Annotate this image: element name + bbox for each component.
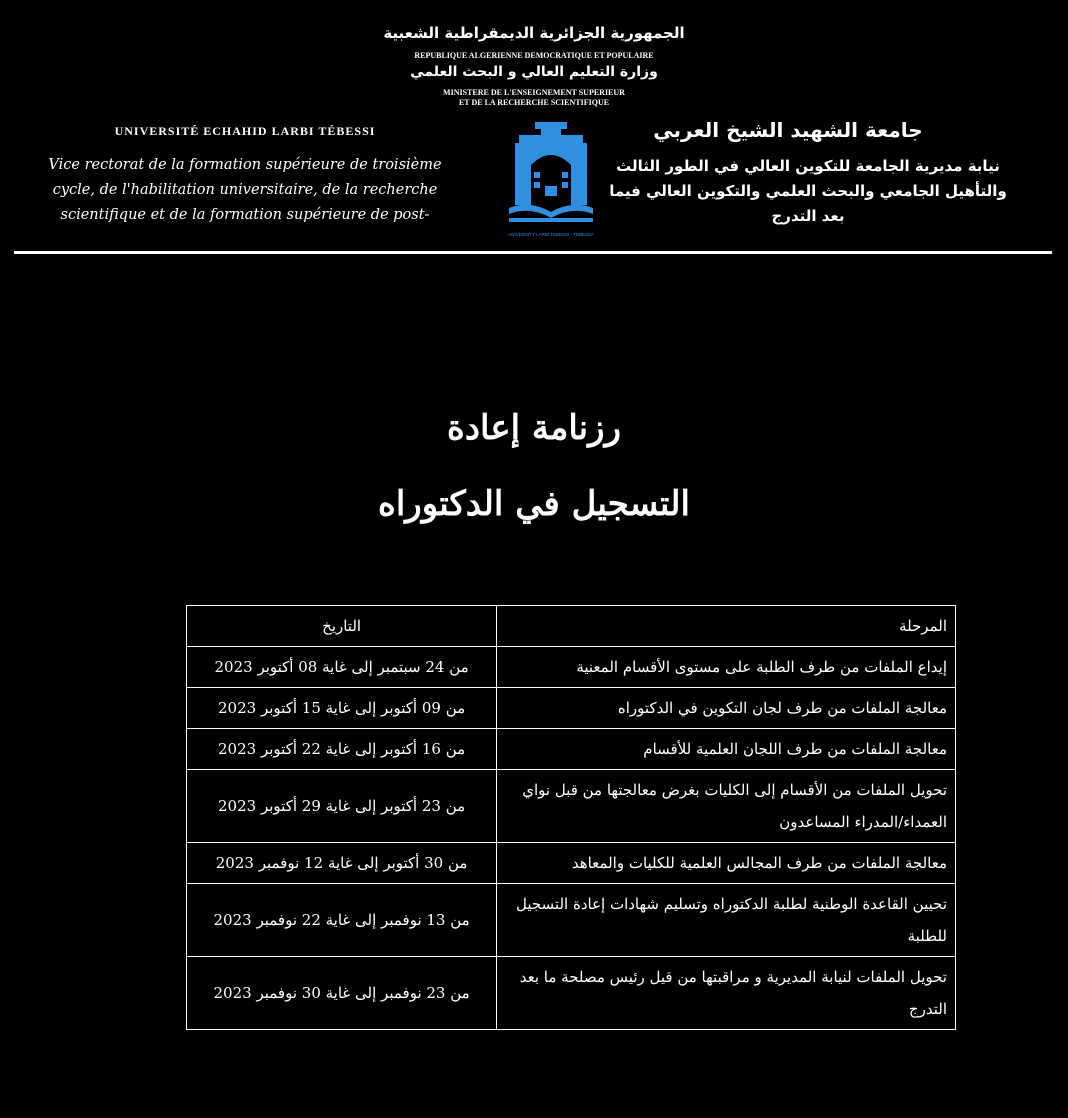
stage-cell: معالجة الملفات من طرف اللجان العلمية للأقسام [497,729,956,770]
page-title-line2: التسجيل في الدكتوراه [378,484,690,524]
university-arabic-block [598,118,1018,229]
table-row [187,770,956,843]
stage-cell: تحيين القاعدة الوطنية لطلبة الدكتوراه وتسليم شهادات إعادة التسجيل للطلبة [497,884,956,957]
logo-caption: UNIVERSITY LARBI TEBESSI - TEBESSA [507,232,595,237]
stage-cell: معالجة الملفات من طرف المجالس العلمية للكليات والمعاهد [497,843,956,884]
page-title-line1: رزنامة إعادة [447,408,621,448]
stage-cell: إيداع الملفات من طرف الطلبة على مستوى الأقسام المعنية [497,647,956,688]
republic-arabic: الجمهورية الجزائرية الديمقراطية الشعبية [383,24,685,42]
date-cell: من 16 أكتوبر إلى غاية 22 أكتوبر 2023 [187,729,497,770]
stage-cell: تحويل الملفات من الأقسام إلى الكليات بغرض معالجتها من قبل نواي العمداء/المدراء المساعدون [497,770,956,843]
table-row [187,688,956,729]
table-row [187,647,956,688]
schedule-table [186,605,956,1030]
ministry-arabic: وزارة التعليم العالي و البحث العلمي [410,64,658,80]
stage-cell: تحويل الملفات لنيابة المديرية و مراقبتها من قيل رئيس مصلحة ما بعد التدرج [497,957,956,1030]
header-divider [14,251,1052,254]
date-cell: من 30 أكتوبر إلى غاية 12 نوفمبر 2023 [187,843,497,884]
university-logo-icon [505,120,597,245]
stage-cell: معالجة الملفات من طرف لجان التكوين في الدكتوراه [497,688,956,729]
ministry-french-line2: ET DE LA RECHERCHE SCIENTIFIQUE [458,98,610,107]
ministry-french [0,88,1068,108]
date-cell: من 24 سبتمبر إلى غاية 08 أكتوبر 2023 [187,647,497,688]
ministry-french-line1: MINISTERE DE L'ENSEIGNEMENT SUPERIEUR [443,88,625,97]
university-name-french: UNIVERSITÉ ECHAHID LARBI TÉBESSI [114,124,376,138]
table-header-row [187,606,956,647]
table-row [187,884,956,957]
date-cell: من 23 أكتوبر إلى غاية 29 أكتوبر 2023 [187,770,497,843]
university-french-block [40,124,450,228]
table-row [187,957,956,1030]
table-row [187,843,956,884]
date-cell: من 13 نوفمبر إلى غاية 22 نوفمبر 2023 [187,884,497,957]
table-row [187,729,956,770]
republic-french: REPUBLIQUE ALGERIENNE DEMOCRATIQUE ET POPULAIRE [414,51,654,60]
university-name-arabic: جامعة الشهيد الشيخ العربي [653,118,923,142]
date-cell: من 09 أكتوبر إلى غاية 15 أكتوبر 2023 [187,688,497,729]
header-stage: المرحلة [497,606,956,647]
vice-rectorate-french: Vice rectorat de la formation supérieure de troisième cycle, de l'habilitation universitaire, de la recherche scientifique et de la formation supérieure de post- [48,157,442,223]
header-date: التاريخ [187,606,497,647]
date-cell: من 23 نوفمبر إلى غاية 30 نوفمبر 2023 [187,957,497,1030]
vice-rectorate-arabic: نيابة مديرية الجامعة للتكوين العالي في الطور الثالث والتأهيل الجامعي والبحث العلمي والتكوين العالي فيما بعد التدرج [609,157,1007,225]
